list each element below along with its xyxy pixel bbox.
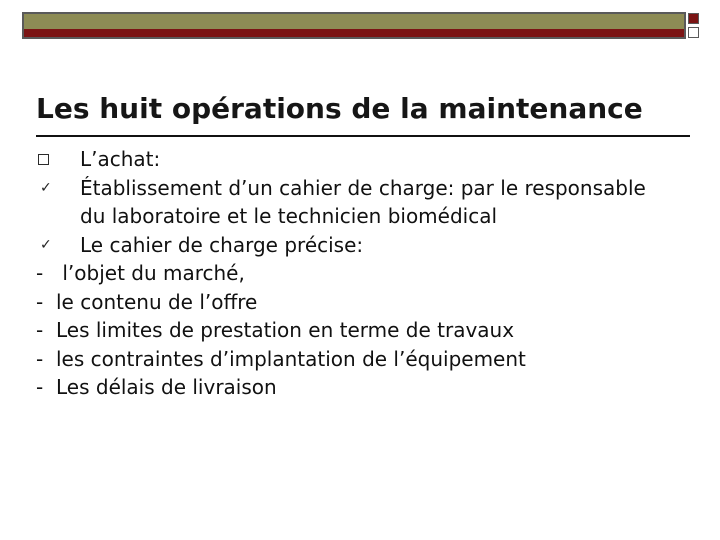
dash-item xyxy=(36,288,690,317)
square-bullet-icon xyxy=(38,154,49,165)
list-item-continuation: du laboratoire et le technicien biomédical xyxy=(80,204,498,228)
list-item-text: Le cahier de charge précise: xyxy=(80,232,364,257)
dash-item xyxy=(36,259,690,288)
header-decoration-bar xyxy=(22,12,686,39)
dash-item-text: Les limites de prestation en terme de travaux xyxy=(56,318,515,342)
list-item xyxy=(36,174,690,203)
dash-bullet: - xyxy=(36,346,44,371)
dash-item xyxy=(36,373,690,402)
slide-body xyxy=(36,145,690,402)
slide-title: Les huit opérations de la maintenance xyxy=(36,92,643,125)
checkmark-icon: ✓ xyxy=(40,236,52,253)
dash-item-text: l’objet du marché, xyxy=(56,261,245,285)
dash-bullet: - xyxy=(36,261,44,285)
dash-item-text: le contenu de l’offre xyxy=(56,289,258,314)
list-item xyxy=(36,145,690,174)
list-item-text: L’achat: xyxy=(80,147,161,171)
dash-item xyxy=(36,316,690,345)
checkmark-icon: ✓ xyxy=(40,179,52,196)
dash-bullet: - xyxy=(36,375,44,399)
dash-bullet: - xyxy=(36,289,44,314)
dash-item-text: les contraintes d’implantation de l’équipement xyxy=(56,346,526,371)
dash-item xyxy=(36,345,690,374)
dash-bullet: - xyxy=(36,318,44,342)
corner-square-empty xyxy=(688,27,699,38)
corner-square-filled xyxy=(688,13,699,24)
list-item-text: Établissement d’un cahier de charge: par le responsable xyxy=(80,175,646,200)
header-red-band xyxy=(24,29,684,37)
title-underline xyxy=(36,135,690,137)
dash-item-text: Les délais de livraison xyxy=(56,375,277,399)
list-item xyxy=(36,231,690,260)
